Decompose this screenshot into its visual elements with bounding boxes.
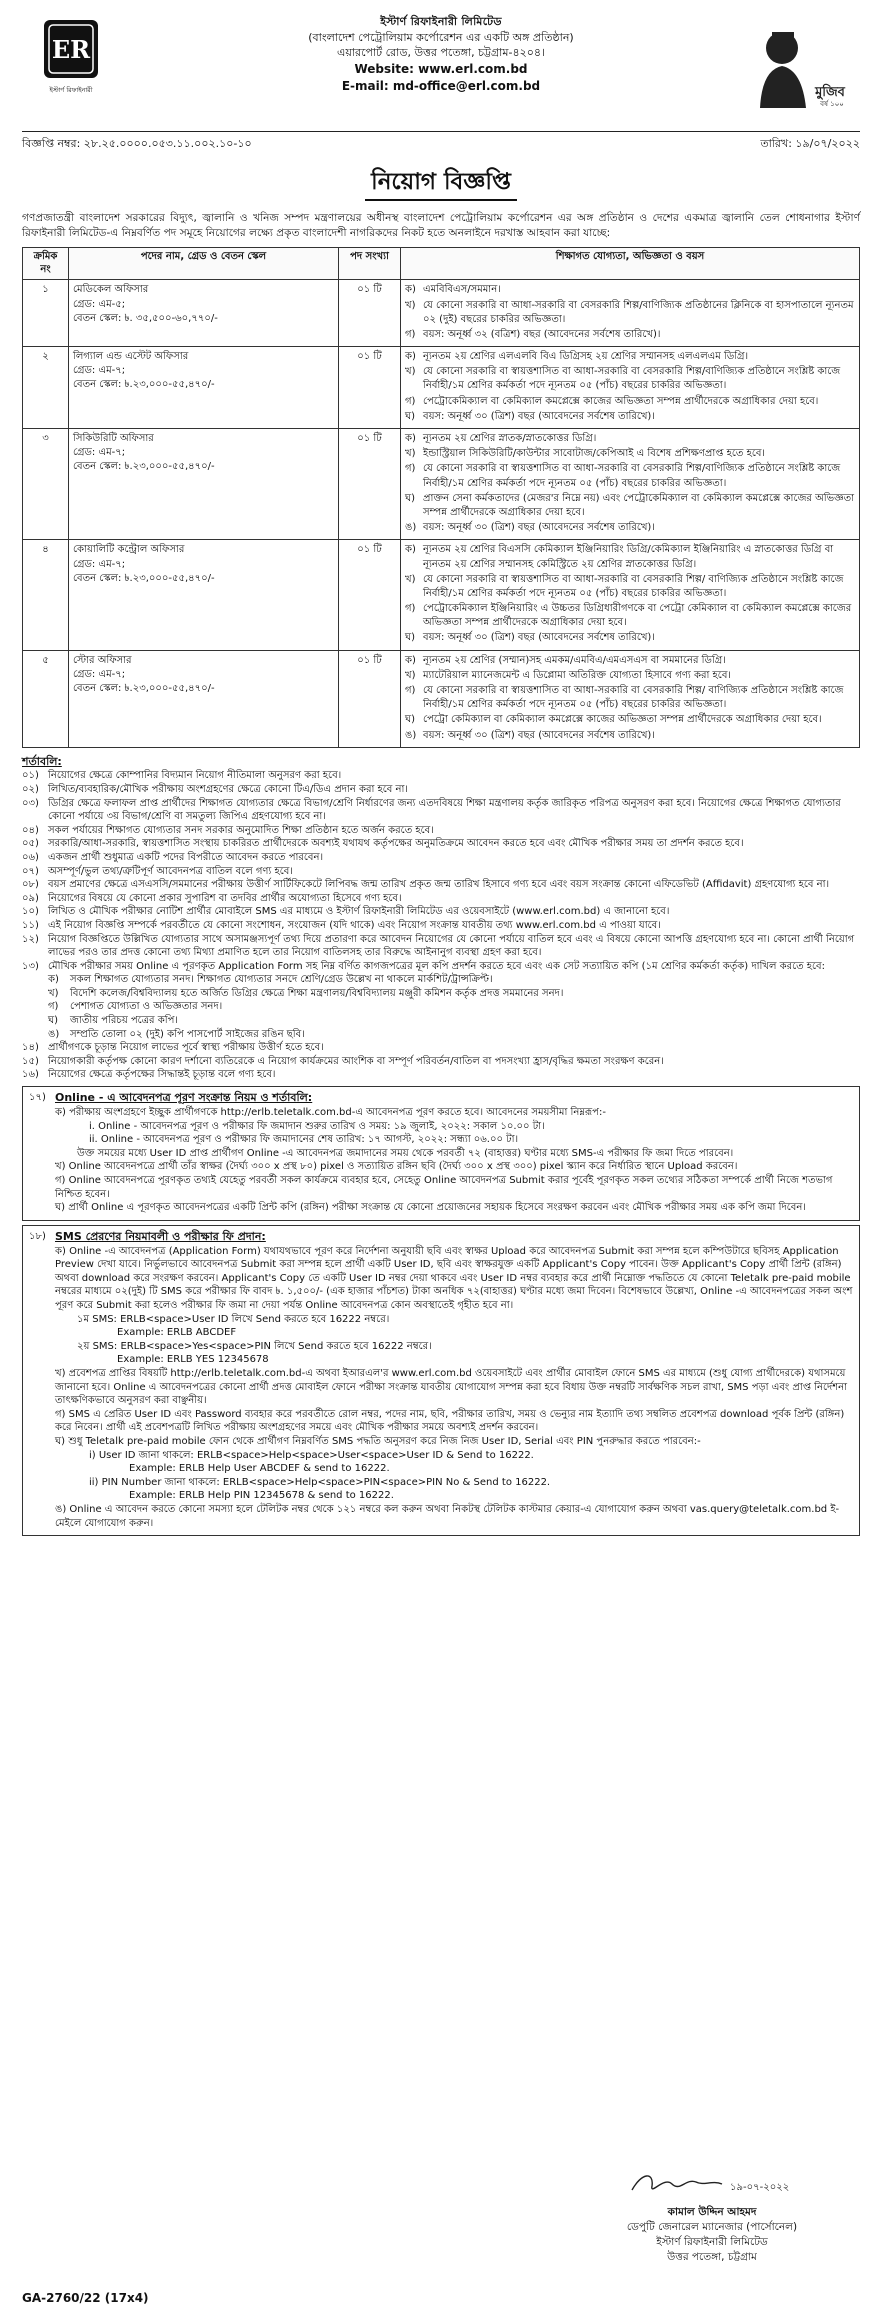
condition-item-number: ১৪) bbox=[22, 1042, 39, 1054]
qualification-key: ক) bbox=[405, 351, 416, 363]
svg-text:বর্ষ ১০০: বর্ষ ১০০ bbox=[820, 100, 844, 108]
qualification-key: ঘ) bbox=[405, 632, 416, 644]
condition-item bbox=[22, 797, 860, 824]
conditions-list bbox=[22, 769, 860, 1082]
condition-item bbox=[22, 769, 860, 783]
qualification-item bbox=[405, 684, 855, 712]
condition-sub-item-text: সম্প্রতি তোলা ০২ (দুই) কপি পাসপোর্ট সাইজের রঙিন ছবি। bbox=[70, 1028, 305, 1040]
qualification-key: খ) bbox=[405, 448, 416, 460]
condition-item-text: ডিগ্রির ক্ষেত্রে ফলাফল প্রাপ্ত প্রার্থীদের শিক্ষাগত যোগ্যতার ক্ষেত্রে বিভাগ/শ্রেণি নির্ধারণের জন্য এতদবিষয়ে শিক্ষা মন্ত্রণালয় কর্তৃক জারিকৃত পরিপত্র অনুসরণ করা হবে। নিয়োগের ক্ষেত্রে শিক্ষাগত যোগ্যতার কোনো পর্যায়ে ৩য় বিভাগ/শ্রেণি বা সমতুল্য জিপিএ গ্রহণযোগ্য হবে না। bbox=[48, 797, 841, 823]
post-name: লিগ্যাল এন্ড এস্টেট অফিসার bbox=[73, 351, 189, 363]
col-qualification: শিক্ষাগত যোগ্যতা, অভিজ্ঞতা ও বয়স bbox=[401, 248, 860, 280]
signatory-designation: ডেপুটি জেনারেল ম্যানেজার (পার্সোনেল) bbox=[626, 2220, 798, 2233]
svg-text:ER: ER bbox=[51, 35, 91, 64]
row-serial: ৪ bbox=[23, 540, 69, 650]
condition-item-number: ১৩) bbox=[22, 960, 39, 972]
condition-sub-item-text: সকল শিক্ষাগত যোগ্যতার সনদ। শিক্ষাগত যোগ্যতার সনদে শ্রেণি/গ্রেড উল্লেখ না থাকলে মার্কশিট/ট্রান্সক্রিপ্ট। bbox=[70, 974, 493, 986]
qualification-item bbox=[405, 299, 855, 327]
post-scale: বেতন স্কেল: ৳.২৩,০০০-৫৫,৪৭০/- bbox=[73, 683, 215, 695]
post-scale: বেতন স্কেল: ৳.২৩,০০০-৫৫,৪৭০/- bbox=[73, 572, 215, 584]
qualification-key: ঘ) bbox=[405, 714, 416, 726]
table-row bbox=[23, 540, 860, 650]
condition-item-text: একজন প্রার্থী শুধুমাত্র একটি পদের বিপরীতে আবেদন করতে পারবেন। bbox=[48, 851, 324, 863]
letterhead bbox=[22, 14, 860, 132]
qualification-key: ক) bbox=[405, 284, 416, 296]
row-serial: ৩ bbox=[23, 429, 69, 540]
condition-item bbox=[22, 1068, 860, 1082]
col-post: পদের নাম, গ্রেড ও বেতন স্কেল bbox=[69, 248, 339, 280]
sms-item-b: খ) প্রবেশপত্র প্রাপ্তির বিষয়টি http://erlb.teletalk.com.bd-এ অথবা ইআরএল'র www.erl.com.bd ওয়েবসাইটে এবং প্রার্থীর মোবাইল ফোনে SMS এর মাধ্যমে (শুধু যোগ্য প্রার্থীদেরকে) যথাসময়ে জানানো হবে। Online এ আবেদনপত্রের কোনো প্রার্থী প্রদত্ত মোবাইল ফোনে পরীক্ষা সংক্রান্ত যাবতীয় যোগাযোগ সম্পন্ন করা হবে বিধায় উক্ত নম্বরটি সার্বক্ষণিক সচল রাখা, SMS পড়া এবং প্রাপ্ত নির্দেশনা তাৎক্ষণিকভাবে অনুসরণ করা বাঞ্ছনীয়। bbox=[55, 1368, 848, 1407]
condition-sub-item-text: পেশাগত যোগ্যতা ও অভিজ্ঞতার সনদ। bbox=[70, 1001, 223, 1013]
qualification-item bbox=[405, 328, 855, 342]
table-header-row bbox=[23, 248, 860, 280]
qualification-item bbox=[405, 395, 855, 409]
qualification-text: যে কোনো সরকারি বা স্বায়ত্তশাসিত বা আধা-সরকারি বা বেসরকারি শিল্প/ বাণিজ্যিক প্রতিষ্ঠানে সংশ্লিষ্ট কাজে নির্বাহী/১ম শ্রেণির কর্মকর্তা পদে ন্যূনতম ০৫ (পাঁচ) বছরের চাকরির অভিজ্ঞতা। bbox=[423, 685, 844, 711]
qualification-text: বয়স: অনূর্ধ্ব ৩০ (ত্রিশ) বছর (আবেদনের সর্বশেষ তারিখে)। bbox=[423, 729, 655, 741]
qualification-key: গ) bbox=[405, 463, 416, 475]
condition-item bbox=[22, 892, 860, 906]
qualification-item bbox=[405, 462, 855, 490]
online-number: ১৭) bbox=[29, 1092, 46, 1104]
sms-heading-row bbox=[29, 1230, 853, 1245]
qualification-item bbox=[405, 713, 855, 727]
row-count: ০১ টি bbox=[339, 650, 401, 747]
condition-item-text: সরকারি/আধা-সরকারি, স্বায়ত্তশাসিত সংস্থায় চাকরিরত প্রার্থীদেরকে অবশ্যই যথাযথ কর্তৃপক্ষের অনুমতিক্রমে আবেদন করতে হবে এবং মৌখিক পরীক্ষার সময় তা প্রদর্শন করতে হবে। bbox=[48, 838, 744, 850]
condition-sub-item bbox=[48, 973, 860, 987]
qualification-key: ঘ) bbox=[405, 492, 416, 504]
qualification-key: ঙ) bbox=[405, 729, 417, 741]
condition-item-text: মৌখিক পরীক্ষার সময় Online এ পূরণকৃত Application Form সহ নিম্ন বর্ণিত কাগজপত্রের মূল কপি প্রদর্শন করতে হবে এবং এক সেট সত্যায়িত কপি (১ম শ্রেণির কর্মকর্তা কর্তৃক) দাখিল করতে হবে: bbox=[48, 960, 825, 972]
row-qualification-cell bbox=[401, 540, 860, 650]
company-name: ইস্টার্ণ রিফাইনারী লিমিটেড bbox=[380, 15, 502, 28]
condition-item bbox=[22, 878, 860, 892]
condition-sub-item-number: ক) bbox=[48, 974, 59, 986]
online-item-a: ক) পরীক্ষায় অংশগ্রহণে ইচ্ছুক প্রার্থীগণকে http://erlb.teletalk.com.bd-এ আবেদনপত্র পূরণ করতে হবে। আবেদনের সময়সীমা নিম্নরূপ:- bbox=[55, 1106, 606, 1118]
condition-sub-item-number: ঘ) bbox=[48, 1015, 59, 1027]
sms-item-d: ঘ) শুধু Teletalk pre-paid mobile ফোন থেকে প্রার্থীগণ নিম্নবর্ণিত SMS পদ্ধতি অনুসরণ করে নিজ নিজ User ID, Serial এবং PIN পুনরুদ্ধার করতে পারবেন:- bbox=[55, 1436, 701, 1447]
post-grade: গ্রেড: এম-৭; bbox=[73, 447, 126, 459]
condition-item-number: ০৬) bbox=[22, 851, 39, 863]
qualification-text: ন্যূনতম ২য় শ্রেণির (সম্মান)সহ এমকম/এমবিএ/এমএসএস বা সমমানের ডিগ্রি। bbox=[423, 654, 726, 666]
table-row bbox=[23, 429, 860, 540]
sms-first-example: Example: ERLB ABCDEF bbox=[117, 1327, 237, 1339]
company-subtitle: (বাংলাদেশ পেট্রোলিয়াম কর্পোরেশন এর একটি অঙ্গ প্রতিষ্ঠান) bbox=[308, 30, 574, 44]
table-row bbox=[23, 650, 860, 747]
signature-image bbox=[612, 2166, 812, 2200]
qualification-key: গ) bbox=[405, 328, 416, 340]
post-grade: গ্রেড: এম-৭; bbox=[73, 558, 126, 570]
qualification-item bbox=[405, 447, 855, 461]
qualification-text: বয়স: অনূর্ধ্ব ৩০ (ত্রিশ) বছর (আবেদনের সর্বশেষ তারিখে)। bbox=[423, 522, 655, 534]
qualification-key: ঙ) bbox=[405, 522, 417, 534]
condition-sub-item-number: গ) bbox=[48, 1001, 59, 1013]
condition-item-number: ১২) bbox=[22, 933, 39, 945]
online-item-c: গ) Online আবেদনপত্রে পূরণকৃত তথ্যই যেহেতু পরবর্তী সকল কার্যক্রমে ব্যবহার হবে, সেহেতু Online আবেদনপত্র Submit করার পূর্বেই পূরণকৃত সকল তথ্যের সঠিকতা সম্পর্কে প্রার্থী নিজে শতভাগ নিশ্চিত হবেন। bbox=[55, 1174, 833, 1200]
row-qualification-cell bbox=[401, 280, 860, 347]
signature-block bbox=[582, 2166, 842, 2265]
conditions-section bbox=[22, 754, 860, 1082]
condition-item-number: ১৫) bbox=[22, 1055, 39, 1067]
qualification-item bbox=[405, 543, 855, 571]
qualification-key: ক) bbox=[405, 544, 416, 556]
condition-item-text: নিয়োগের ক্ষেত্রে কর্তৃপক্ষের সিদ্ধান্তই চূড়ান্ত বলে গণ্য হবে। bbox=[48, 1069, 276, 1081]
condition-item bbox=[22, 837, 860, 851]
qualification-text: পেট্রোকেমিক্যাল বা কেমিক্যাল কমপ্লেক্সে কাজের অভিজ্ঞতা সম্পন্ন প্রার্থীদেরকে অগ্রাধিকার দেয়া হবে। bbox=[423, 395, 819, 407]
row-serial: ২ bbox=[23, 347, 69, 429]
row-qualification-cell bbox=[401, 650, 860, 747]
qualification-key: ক) bbox=[405, 433, 416, 445]
post-grade: গ্রেড: এম-৭; bbox=[73, 365, 126, 377]
row-qualification-cell bbox=[401, 347, 860, 429]
sms-item-d-i: i) User ID জানা থাকলে: ERLB<space>Help<space>User<space>User ID & Send to 16222. bbox=[89, 1449, 534, 1461]
qualification-key: খ) bbox=[405, 366, 416, 378]
qualification-text: যে কোনো সরকারি বা স্বায়ত্তশাসিত বা আধা-সরকারি বা বেসরকারি শিল্প/বাণিজ্যিক প্রতিষ্ঠানে সংশ্লিষ্ট কাজে নির্বাহী/১ম শ্রেণির কর্মকর্তা পদে ন্যূনতম ০৫ (পাঁচ) বছরের চাকরির অভিজ্ঞতা। bbox=[423, 366, 841, 392]
row-count: ০১ টি bbox=[339, 540, 401, 650]
condition-item-number: ০২) bbox=[22, 783, 39, 795]
qualification-item bbox=[405, 410, 855, 424]
condition-sub-item bbox=[48, 987, 860, 1001]
condition-sub-item-number: ঙ) bbox=[48, 1028, 60, 1040]
sms-second-example: Example: ERLB YES 12345678 bbox=[117, 1354, 269, 1366]
post-name: কোয়ালিটি কন্ট্রোল অফিসার bbox=[73, 544, 185, 556]
condition-item-number: ০৩) bbox=[22, 797, 39, 809]
condition-item-text: লিখিত ও মৌখিক পরীক্ষার নোটিশ প্রার্থীর মোবাইলে SMS এর মাধ্যমে ও ইস্টার্ণ রিফাইনারী লিমিটেড এর ওয়েবসাইটে (www.erl.com.bd) এ জানানো হবে। bbox=[48, 906, 670, 918]
condition-item bbox=[22, 824, 860, 838]
company-email[interactable]: E-mail: md-office@erl.com.bd bbox=[341, 78, 541, 93]
memo-row bbox=[22, 136, 860, 152]
post-grade: গ্রেড: এম-৫; bbox=[73, 298, 126, 310]
positions-table bbox=[22, 247, 860, 747]
qualification-item bbox=[405, 729, 855, 743]
table-row bbox=[23, 280, 860, 347]
online-item-a-ii: ii. Online - আবেদনপত্র পূরণ ও পরীক্ষার ফি জমাদানের শেষ তারিখ: ১৭ আগস্ট, ২০২২: সন্ধ্যা ০৬.০০ টা। bbox=[89, 1134, 519, 1146]
condition-item-text: নিয়োগের বিষয়ে যে কোনো প্রকার সুপারিশ বা তদবির প্রার্থীর অযোগ্যতা হিসেবে গণ্য হবে। bbox=[48, 892, 402, 904]
condition-item bbox=[22, 851, 860, 865]
memo-date: তারিখ: ১৯/০৭/২০২২ bbox=[760, 137, 860, 150]
company-website[interactable]: Website: www.erl.com.bd bbox=[354, 61, 528, 76]
company-logo bbox=[40, 18, 102, 104]
condition-item bbox=[22, 1055, 860, 1069]
memo-number: বিজ্ঞপ্তি নম্বর: ২৮.২৫.০০০০.০৫৩.১১.০০২.১০-১০ bbox=[22, 137, 252, 150]
qualification-key: ক) bbox=[405, 654, 416, 666]
condition-item-text: নিয়োগের ক্ষেত্রে কোম্পানির বিদ্যমান নিয়োগ নীতিমালা অনুসরণ করা হবে। bbox=[48, 770, 342, 782]
qualification-text: ন্যূনতম ২য় শ্রেণির এলএলবি বিএ ডিগ্রিসহ ২য় শ্রেণির সম্মানসহ এলএলএম ডিগ্রি। bbox=[423, 351, 749, 363]
qualification-key: খ) bbox=[405, 669, 416, 681]
condition-item bbox=[22, 1041, 860, 1055]
qualification-item bbox=[405, 492, 855, 520]
svg-text:ইস্টার্ণ রিফাইনারী: ইস্টার্ণ রিফাইনারী bbox=[49, 86, 93, 94]
qualification-item bbox=[405, 521, 855, 535]
qualification-item bbox=[405, 654, 855, 668]
row-post-cell bbox=[69, 650, 339, 747]
condition-item-text: সকল পর্যায়ের শিক্ষাগত যোগ্যতার সনদ সরকার অনুমোদিত শিক্ষা প্রতিষ্ঠান হতে অর্জন করতে হবে। bbox=[48, 824, 434, 836]
condition-item-number: ১০) bbox=[22, 906, 39, 918]
row-count: ০১ টি bbox=[339, 429, 401, 540]
qualification-item bbox=[405, 350, 855, 364]
condition-item-text: বয়স প্রমাণের ক্ষেত্রে এসএসসি/সমমানের পরীক্ষায় উত্তীর্ণ সার্টিফিকেটে লিপিবদ্ধ জন্ম তারিখ প্রকৃত জন্ম তারিখ হিসাবে গণ্য হবে এবং বয়স সংক্রান্ত কোনো এফিডেভিট (Affidavit) গ্রহণযোগ্য হবে না। bbox=[48, 879, 830, 891]
qualification-key: ঘ) bbox=[405, 410, 416, 422]
sms-item-c: গ) SMS এ প্রেরিত User ID এবং Password ব্যবহার করে পরবর্তীতে রোল নম্বর, পদের নাম, ছবি, পরীক্ষার তারিখ, সময় ও ভেন্যুর নাম ইত্যাদি তথ্য সম্বলিত প্রবেশপত্র download পূর্বক প্রিন্ট (রঙ্গিন) করে নিবেন। প্রার্থী এই প্রবেশপত্রটি লিখিত পরীক্ষায় অংশগ্রহণের সময়ে এবং মৌখিক পরীক্ষার সময়ে অবশ্যই প্রদর্শন করবেন। bbox=[55, 1408, 845, 1434]
condition-item-number: ১৬) bbox=[22, 1069, 39, 1081]
qualification-text: যে কোনো সরকারি বা আধা-সরকারি বা বেসরকারি শিল্প/বাণিজ্যিক প্রতিষ্ঠানের ক্লিনিকে বা হাসপাতালে ন্যূনতম ০২ (দুই) বছরের চাকরির অভিজ্ঞতা। bbox=[423, 299, 854, 325]
signatory-place: উত্তর পতেঙ্গা, চট্টগ্রাম bbox=[667, 2250, 757, 2263]
table-row bbox=[23, 347, 860, 429]
condition-sub-item-text: জাতীয় পরিচয় পত্রের কপি। bbox=[70, 1015, 178, 1027]
qualification-text: যে কোনো সরকারি বা স্বায়ত্তশাসিত বা আধা-সরকারি বা বেসরকারি শিল্প/ বাণিজ্যিক প্রতিষ্ঠানে সংশ্লিষ্ট কাজে নির্বাহী/১ম শ্রেণির কর্মকর্তা পদে ন্যূনতম ০৫ (পাঁচ) বছরের চাকরির অভিজ্ঞতা। bbox=[423, 573, 844, 599]
row-serial: ১ bbox=[23, 280, 69, 347]
qualification-text: এমবিবিএস/সমমান। bbox=[423, 284, 501, 296]
signatory-company: ইস্টার্ণ রিফাইনারী লিমিটেড bbox=[656, 2235, 768, 2248]
qualification-text: ম্যাটেরিয়াল ম্যানেজমেন্ট এ ডিপ্লোমা অতিরিক্ত যোগ্যতা হিসাবে গণ্য করা হবে। bbox=[423, 669, 731, 681]
condition-item-text: এই নিয়োগ বিজ্ঞপ্তি সম্পর্কে পরবর্তীতে যে কোনো সংশোধন, সংযোজন (যদি থাকে) এবং নিয়োগ সংক্রান্ত যাবতীয় তথ্য www.erl.com.bd এ পাওয়া যাবে। bbox=[48, 919, 661, 931]
sms-item-d-ii: ii) PIN Number জানা থাকলে: ERLB<space>Help<space>PIN<space>PIN No & Send to 16222. bbox=[89, 1476, 551, 1488]
condition-item bbox=[22, 933, 860, 960]
row-serial: ৫ bbox=[23, 650, 69, 747]
condition-item bbox=[22, 865, 860, 879]
row-post-cell bbox=[69, 540, 339, 650]
condition-item-number: ০৮) bbox=[22, 879, 39, 891]
ad-code: GA-2760/22 (17x4) bbox=[22, 2291, 149, 2305]
condition-item-number: ০১) bbox=[22, 770, 39, 782]
sms-first-message: ১ম SMS: ERLB<space>User ID লিখে Send করতে হবে 16222 নম্বরে। bbox=[77, 1313, 390, 1325]
qualification-text: পেট্রোকেমিক্যাল ইঞ্জিনিয়ারিং এ উচ্চতর ডিগ্রিধারীগণকে বা পেট্রো কেমিক্যাল বা কেমিক্যাল কমপ্লেক্সে কাজের অভিজ্ঞতা সম্পন্ন প্রার্থীদেরকে অগ্রাধিকার দেয়া হবে। bbox=[423, 603, 852, 629]
post-name: স্টোর অফিসার bbox=[73, 654, 132, 666]
post-name: মেডিকেল অফিসার bbox=[73, 284, 149, 296]
qualification-item bbox=[405, 432, 855, 446]
sms-heading: SMS প্রেরণের নিয়মাবলী ও পরীক্ষার ফি প্রদান: bbox=[55, 1229, 266, 1243]
condition-item bbox=[22, 905, 860, 919]
online-item-b: খ) Online আবেদনপত্রে প্রার্থী তাঁর স্বাক্ষর (দৈর্ঘ্য ৩০০ x প্রস্থ ৮০) pixel ও সত্যায়িত রঙ্গিন ছবি (দৈর্ঘ্য ৩০০ x প্রস্থ ৩০০) pixel স্ক্যান করে নির্ধারিত স্থানে Upload করবেন। bbox=[55, 1161, 738, 1173]
condition-item-text: প্রার্থীগণকে চূড়ান্ত নিয়োগ লাভের পূর্বে স্বাস্থ্য পরীক্ষায় উত্তীর্ণ হতে হবে। bbox=[48, 1042, 324, 1054]
condition-item bbox=[22, 783, 860, 797]
qualification-item bbox=[405, 573, 855, 601]
qualification-text: ইন্ডাস্ট্রিয়াল সিকিউরিটি/কাউন্টার সাবোটাজ/কেপিআই এ বিশেষ প্রশিক্ষণপ্রাপ্ত হতে হবে। bbox=[423, 448, 765, 460]
row-post-cell bbox=[69, 429, 339, 540]
online-item-a-i: i. Online - আবেদনপত্র পূরণ ও পরীক্ষার ফি জমাদান শুরুর তারিখ ও সময়: ১৯ জুলাই, ২০২২: সকাল ১০.০০ টা। bbox=[89, 1120, 545, 1132]
qualification-key: গ) bbox=[405, 603, 416, 615]
col-serial: ক্রমিক নং bbox=[23, 248, 69, 280]
condition-item bbox=[22, 960, 860, 974]
row-qualification-cell bbox=[401, 429, 860, 540]
condition-item-number: ১১) bbox=[22, 919, 39, 931]
sms-item-d-ii-example: Example: ERLB Help PIN 12345678 & send to 16222. bbox=[129, 1490, 394, 1502]
condition-item-number: ০৯) bbox=[22, 892, 39, 904]
qualification-key: খ) bbox=[405, 299, 416, 311]
notice-intro: গণপ্রজাতন্ত্রী বাংলাদেশ সরকারের বিদ্যুৎ, জ্বালানি ও খনিজ সম্পদ মন্ত্রণালয়ের অধীনস্থ বাংলাদেশ পেট্রোলিয়াম কর্পোরেশন এর অঙ্গ প্রতিষ্ঠান ও দেশের একমাত্র জ্বালানি তেল শোধনাগার ইস্টার্ণ রিফাইনারী লিমিটেড-এ নিম্নবর্ণিত পদ সমূহে নিয়োগের লক্ষ্যে প্রকৃত বাংলাদেশী নাগরিকদের নিকট হতে অনলাইনে দরখাস্ত আহবান করা যাচ্ছে: bbox=[22, 212, 860, 240]
qualification-item bbox=[405, 283, 855, 297]
qualification-key: গ) bbox=[405, 685, 416, 697]
sms-instructions-box bbox=[22, 1225, 860, 1536]
condition-sub-item bbox=[48, 1014, 860, 1028]
qualification-text: বয়স: অনূর্ধ্ব ৩২ (বত্রিশ) বছর (আবেদনের সর্বশেষ তারিখে)। bbox=[423, 328, 661, 340]
post-name: সিকিউরিটি অফিসার bbox=[73, 433, 154, 445]
qualification-item bbox=[405, 669, 855, 683]
qualification-text: বয়স: অনূর্ধ্ব ৩০ (ত্রিশ) বছর (আবেদনের সর্বশেষ তারিখে)। bbox=[423, 632, 655, 644]
condition-item-text: নিয়োগকারী কর্তৃপক্ষ কোনো কারণ দর্শানো ব্যতিরেকে এ নিয়োগ কার্যক্রমের আংশিক বা সম্পূর্ণ পরিবর্তন/বাতিল বা পদসংখ্যা হ্রাস/বৃদ্ধির ক্ষমতা সংরক্ষণ করেন। bbox=[48, 1055, 664, 1067]
condition-sub-item-number: খ) bbox=[48, 987, 59, 999]
conditions-heading: শর্তাবলি: bbox=[22, 754, 62, 768]
condition-item-text: লিখিত/ব্যবহারিক/মৌখিক পরীক্ষায় অংশগ্রহণের ক্ষেত্রে কোনো টিএ/ডিএ প্রদান করা হবে না। bbox=[48, 783, 409, 795]
online-heading-row bbox=[29, 1091, 853, 1106]
online-heading: Online - এ আবেদনপত্র পূরণ সংক্রান্ত নিয়ম ও শর্তাবলি: bbox=[55, 1091, 313, 1105]
online-item-a-note: উক্ত সময়ের মধ্যে User ID প্রাপ্ত প্রার্থীগণ Online -এ আবেদনপত্র জমাদানের সময় থেকে পরবর্তী ৭২ (বাহাত্তর) ঘণ্টার মধ্যে SMS-এ পরীক্ষার ফি জমা দিতে পারবেন। bbox=[77, 1147, 734, 1159]
signatory-name: কামাল উদ্দিন আহমদ bbox=[667, 2205, 757, 2218]
condition-item-text: নিয়োগ বিজ্ঞপ্তিতে উল্লিখিত যোগ্যতার সাথে অসামঞ্জস্যপূর্ণ তথ্য দিয়ে প্রতারণা করে আবেদন নিয়োগের যে কোনো পর্যায়ে বাতিল হবে এবং এ বিষয়ে কোনো আপত্তি গ্রহণযোগ্য হবে না। কোনো প্রার্থী নিয়োগ লাভের পরও তার প্রদত্ত কোনো তথ্য মিথ্যা প্রমাণিত হলে তার নিয়োগ বাতিলসহ তার বিরুদ্ধে আইনানুগ ব্যবস্থা গ্রহণ করা হবে। bbox=[48, 933, 855, 959]
row-count: ০১ টি bbox=[339, 280, 401, 347]
condition-item-text: অসম্পূর্ণ/ভুল তথ্য/ত্রুটিপূর্ণ আবেদনপত্র বাতিল বলে গণ্য হবে। bbox=[48, 865, 293, 877]
condition-item-number: ০৭) bbox=[22, 865, 39, 877]
qualification-item bbox=[405, 365, 855, 393]
notice-title-wrap bbox=[22, 166, 860, 202]
row-count: ০১ টি bbox=[339, 347, 401, 429]
online-item-d: ঘ) প্রার্থী Online এ পূরণকৃত আবেদনপত্রের একটি প্রিন্ট কপি (রঙ্গিন) পরীক্ষা সংক্রান্ত যে কোনো প্রয়োজনের সহায়ক হিসেবে সংরক্ষণ করবেন এবং মৌখিক পরীক্ষার সময় এক কপি জমা দিবেন। bbox=[55, 1202, 806, 1214]
condition-item-number: ০৫) bbox=[22, 838, 39, 850]
qualification-text: ন্যূনতম ২য় শ্রেণির স্নাতক/স্নাতকোত্তর ডিগ্রি। bbox=[423, 433, 597, 445]
row-post-cell bbox=[69, 280, 339, 347]
qualification-item bbox=[405, 631, 855, 645]
qualification-text: প্রাক্তন সেনা কর্মকতাদের (মেজর'র নিম্নে নয়) এবং পেট্রোকেমিক্যাল বা কেমিক্যাল কমপ্লেক্সে কাজের অভিজ্ঞতা সম্পন্ন প্রার্থীদেরকে অগ্রাধিকার দেয়া হবে। bbox=[423, 492, 855, 518]
condition-sub-item-text: বিদেশি কলেজ/বিশ্ববিদ্যালয় হতে অর্জিত ডিগ্রির ক্ষেত্রে শিক্ষা মন্ত্রণালয়/বিশ্ববিদ্যালয় মঞ্জুরী কমিশন কর্তৃক প্রদত্ত সমমানের সনদ। bbox=[70, 987, 564, 999]
qualification-text: বয়স: অনূর্ধ্ব ৩০ (ত্রিশ) বছর (আবেদনের সর্বশেষ তারিখে)। bbox=[423, 410, 655, 422]
qualification-key: খ) bbox=[405, 573, 416, 585]
condition-sub-item bbox=[48, 1028, 860, 1042]
row-post-cell bbox=[69, 347, 339, 429]
notice-title: নিয়োগ বিজ্ঞপ্তি bbox=[365, 166, 517, 202]
mujib-borsho-logo bbox=[746, 22, 850, 110]
condition-sub-item bbox=[48, 1000, 860, 1014]
sms-second-message: ২য় SMS: ERLB<space>Yes<space>PIN লিখে Send করতে হবে 16222 নম্বরে। bbox=[77, 1340, 432, 1352]
sms-item-e: ঙ) Online এ আবেদন করতে কোনো সমস্যা হলে টেলিটক নম্বর থেকে ১২১ নম্বরে কল করুন অথবা নিকটস্থ টেলিটক কাস্টমার কেয়ার-এ যোগাযোগ করুন অথবা vas.query@teletalk.com.bd ই-মেইলে যোগাযোগ করুন। bbox=[55, 1503, 840, 1529]
signature-date: ১৯-০৭-২০২২ bbox=[730, 2182, 790, 2193]
qualification-text: ন্যূনতম ২য় শ্রেণির বিএসসি কেমিক্যাল ইঞ্জিনিয়ারিং ডিগ্রি/কেমিক্যাল ইঞ্জিনিয়ারিং এ স্নাতকোত্তর ডিগ্রি বা ন্যূনতম ২য় শ্রেণির সম্মানসহ কেমিস্ট্রিতে ২য় শ্রেণির স্নাতকোত্তর ডিগ্রি। bbox=[423, 544, 834, 570]
qualification-text: পেট্রো কেমিক্যাল বা কেমিক্যাল কমপ্লেক্সে কাজের অভিজ্ঞতা সম্পন্ন প্রার্থীদেরকে অগ্রাধিকার দেয়া হবে। bbox=[423, 714, 822, 726]
letterhead-text bbox=[142, 14, 740, 95]
company-address: এয়ারপোর্ট রোড, উত্তর পতেঙ্গা, চট্টগ্রাম-৪২০৪। bbox=[337, 46, 545, 60]
post-grade: গ্রেড: এম-৭; bbox=[73, 668, 126, 680]
condition-item bbox=[22, 919, 860, 933]
post-scale: বেতন স্কেল: ৳.২৩,০০০-৫৫,৪৭০/- bbox=[73, 379, 215, 391]
condition-item-number: ০৪) bbox=[22, 824, 39, 836]
qualification-key: গ) bbox=[405, 395, 416, 407]
online-application-box bbox=[22, 1086, 860, 1221]
post-scale: বেতন স্কেল: ৳. ৩৫,৫০০-৬০,৭৭০/- bbox=[73, 312, 218, 324]
col-count: পদ সংখ্যা bbox=[339, 248, 401, 280]
positions-body bbox=[23, 280, 860, 747]
qualification-text: যে কোনো সরকারি বা স্বায়ত্তশাসিত বা আধা-সরকারি বা বেসরকারি শিল্প/বাণিজ্যিক প্রতিষ্ঠানে সংশ্লিষ্ট কাজে নির্বাহী/১ম শ্রেণির কর্মকর্তা পদে ন্যূনতম ০৫ (পাঁচ) বছরের চাকরির অভিজ্ঞতা। bbox=[423, 463, 841, 489]
sms-item-a: ক) Online -এ আবেদনপত্র (Application Form) যথাযথভাবে পূরণ করে নির্দেশনা অনুযায়ী ছবি এবং স্বাক্ষর Upload করে আবেদনপত্র Submit করা সম্পন্ন হলে কম্পিউটারে ছবিসহ Application Preview দেখা যাবে। নির্ভুলভাবে আবেদনপত্র Submit করা সম্পন্ন হলে প্রার্থী একটি User ID, ছবি এবং স্বাক্ষরযুক্ত একটি Applicant's Copy পাবেন। উক্ত Applicant's Copy প্রার্থী প্রিন্ট (রঙ্গিন) অথবা download করে সংরক্ষণ করবেন। Applicant's Copy তে একটি User ID নম্বর দেয়া থাকবে এবং User ID নম্বর ব্যবহার করে প্রার্থী নিম্নোক্ত পদ্ধতিতে যে কোনো Teletalk pre-paid mobile নম্বরের মাধ্যমে ০২(দুই) টি SMS করে পরীক্ষার ফি বাবদ ৳. ১,৫০০/- (এক হাজার পাঁচশত) টাকা অনধিক ৭২(বাহাত্তর) ঘণ্টার মধ্যে জমা দিবেন। বিশেষভাবে উল্লেখ্য, Online -এ আবেদনপত্রের সকল অংশ পূরণ করে Submit করা হলেও পরীক্ষার ফি জমা না দেয়া পর্যন্ত Online আবেদনপত্র কোন অবস্থাতেই গৃহীত হবে না। bbox=[55, 1245, 853, 1312]
sms-number: ১৮) bbox=[29, 1230, 46, 1242]
qualification-item bbox=[405, 602, 855, 630]
sms-item-d-i-example: Example: ERLB Help User ABCDEF & send to 16222. bbox=[129, 1463, 390, 1475]
post-scale: বেতন স্কেল: ৳.২৩,০০০-৫৫,৪৭০/- bbox=[73, 461, 215, 473]
svg-text:মুজিব: মুজিব bbox=[815, 85, 845, 100]
